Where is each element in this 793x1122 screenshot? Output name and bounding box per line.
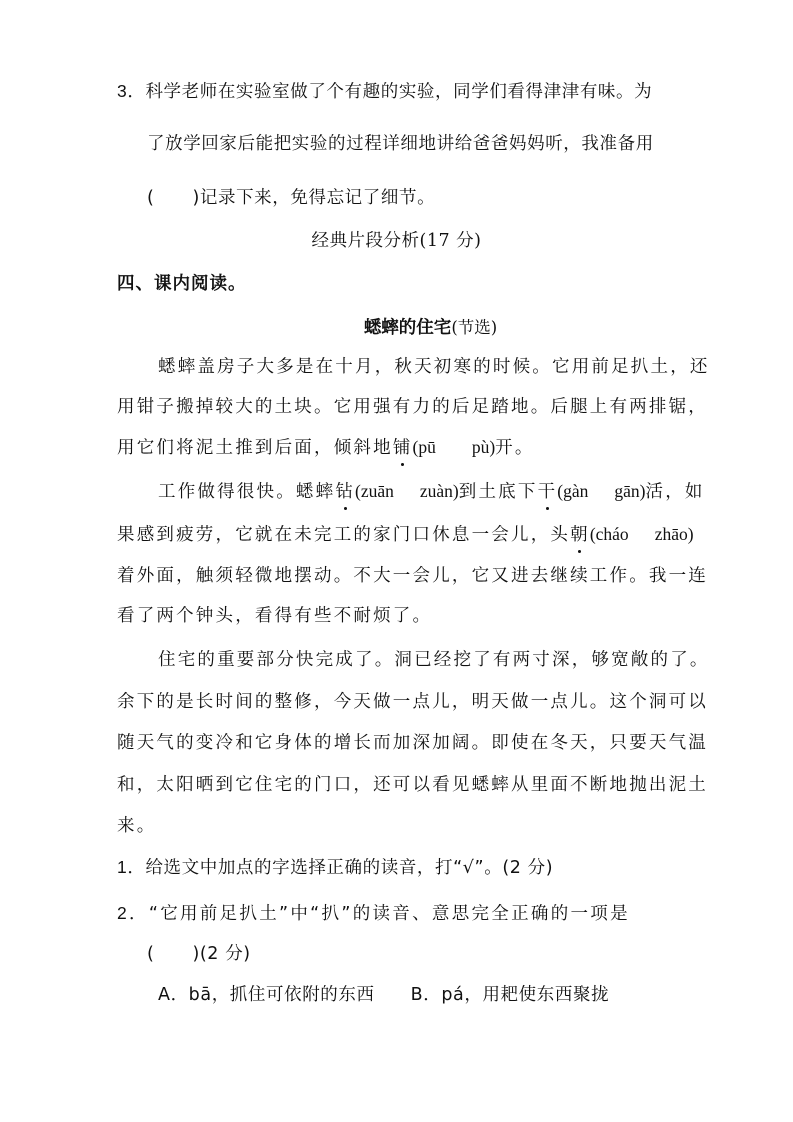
dotted-character: 朝 — [570, 525, 590, 545]
option-b[interactable]: B．pá，用耙使东西聚拢 — [410, 985, 610, 1005]
text-segment: 开。 — [495, 438, 535, 458]
question-3-line-1 — [117, 79, 652, 104]
option-a[interactable]: A．bā，抓住可依附的东西 — [158, 985, 375, 1005]
text-segment: 用它们将泥土推到后面，倾斜地 — [117, 438, 393, 458]
pinyin-option[interactable]: zhāo) — [654, 524, 694, 544]
paragraph-1-line-1: 蟋蟀盖房子大多是在十月，秋天初寒的时候。它用前足扒土，还 — [158, 357, 710, 377]
answer-paren-open: ( — [147, 944, 155, 964]
text-segment: 到土底下 — [458, 482, 538, 502]
paragraph-3-line-3: 随天气的变冷和它身体的增长而加深加阔。即使在冬天，只要天气温 — [117, 733, 708, 753]
question-3-line-2 — [147, 132, 654, 156]
question-number: 2． — [117, 903, 149, 923]
paragraph-3-line-4: 和，太阳晒到它住宅的门口，还可以看见蟋蟀从里面不断地抛出泥土 — [117, 775, 708, 795]
question-2-line-1 — [117, 901, 630, 926]
passage-title-text: 蟋蟀的住宅 — [363, 318, 452, 338]
question-text: 给选文中加点的字选择正确的读音，打“√”。(2 分) — [145, 858, 554, 878]
dotted-character: 铺 — [392, 438, 413, 458]
text-segment: 工作做得很快。蟋蟀 — [158, 482, 336, 502]
question-2-line-2 — [147, 942, 251, 966]
paragraph-3-line-5: 来。 — [117, 816, 157, 836]
pinyin-option[interactable]: (zuān — [355, 481, 394, 501]
passage-title — [0, 315, 793, 340]
question-3-line-3 — [147, 186, 435, 210]
text-segment: 活，如 — [645, 482, 705, 502]
paragraph-2-line-1 — [158, 479, 705, 504]
section-heading: 经典片段分析(17 分) — [311, 231, 482, 251]
text-segment: 果感到疲劳，它就在未完工的家门口休息一会儿，头 — [117, 525, 571, 545]
paragraph-1-line-3 — [117, 435, 535, 460]
question-text: 科学老师在实验室做了个有趣的实验，同学们看得津津有味。为 — [145, 82, 653, 102]
paragraph-3-line-2: 余下的是长时间的整修，今天做一点儿，明天做一点儿。这个洞可以 — [117, 692, 708, 712]
dotted-character: 钻 — [335, 482, 356, 502]
pinyin-option[interactable]: pù) — [471, 437, 496, 457]
part-heading: 四、课内阅读。 — [117, 274, 247, 294]
pinyin-option[interactable]: gān) — [614, 481, 646, 501]
answer-paren-open: ( — [147, 188, 155, 208]
question-text: 了放学回家后能把实验的过程详细地讲给爸爸妈妈听，我准备用 — [147, 134, 654, 154]
question-text: )记录下来，免得忘记了细节。 — [192, 188, 436, 208]
paragraph-2-line-2 — [117, 522, 694, 547]
pinyin-option[interactable]: (cháo — [589, 524, 629, 544]
pinyin-option[interactable]: zuàn) — [419, 481, 459, 501]
pinyin-option[interactable]: (pū — [412, 437, 436, 457]
paragraph-2-line-3: 着外面，触须轻微地摆动。不大一会儿，它又进去继续工作。我一连 — [117, 566, 708, 586]
question-1 — [117, 855, 553, 880]
pinyin-option[interactable]: (gàn — [557, 481, 589, 501]
question-text: “它用前足扒土”中“扒”的读音、意思完全正确的一项是 — [148, 904, 630, 924]
question-number: 3． — [117, 81, 146, 101]
paragraph-1-line-2: 用钳子搬掉较大的土块。它用强有力的后足踏地。后腿上有两排锯， — [117, 397, 708, 417]
question-2-options — [158, 983, 609, 1007]
passage-title-note: (节选) — [451, 318, 498, 337]
dotted-character: 干 — [537, 482, 558, 502]
paragraph-2-line-4: 看了两个钟头，看得有些不耐烦了。 — [117, 606, 433, 626]
question-text: )(2 分) — [192, 944, 251, 964]
paragraph-3-line-1: 住宅的重要部分快完成了。洞已经挖了有两寸深，够宽敞的了。 — [158, 650, 710, 670]
question-number: 1． — [117, 857, 146, 877]
